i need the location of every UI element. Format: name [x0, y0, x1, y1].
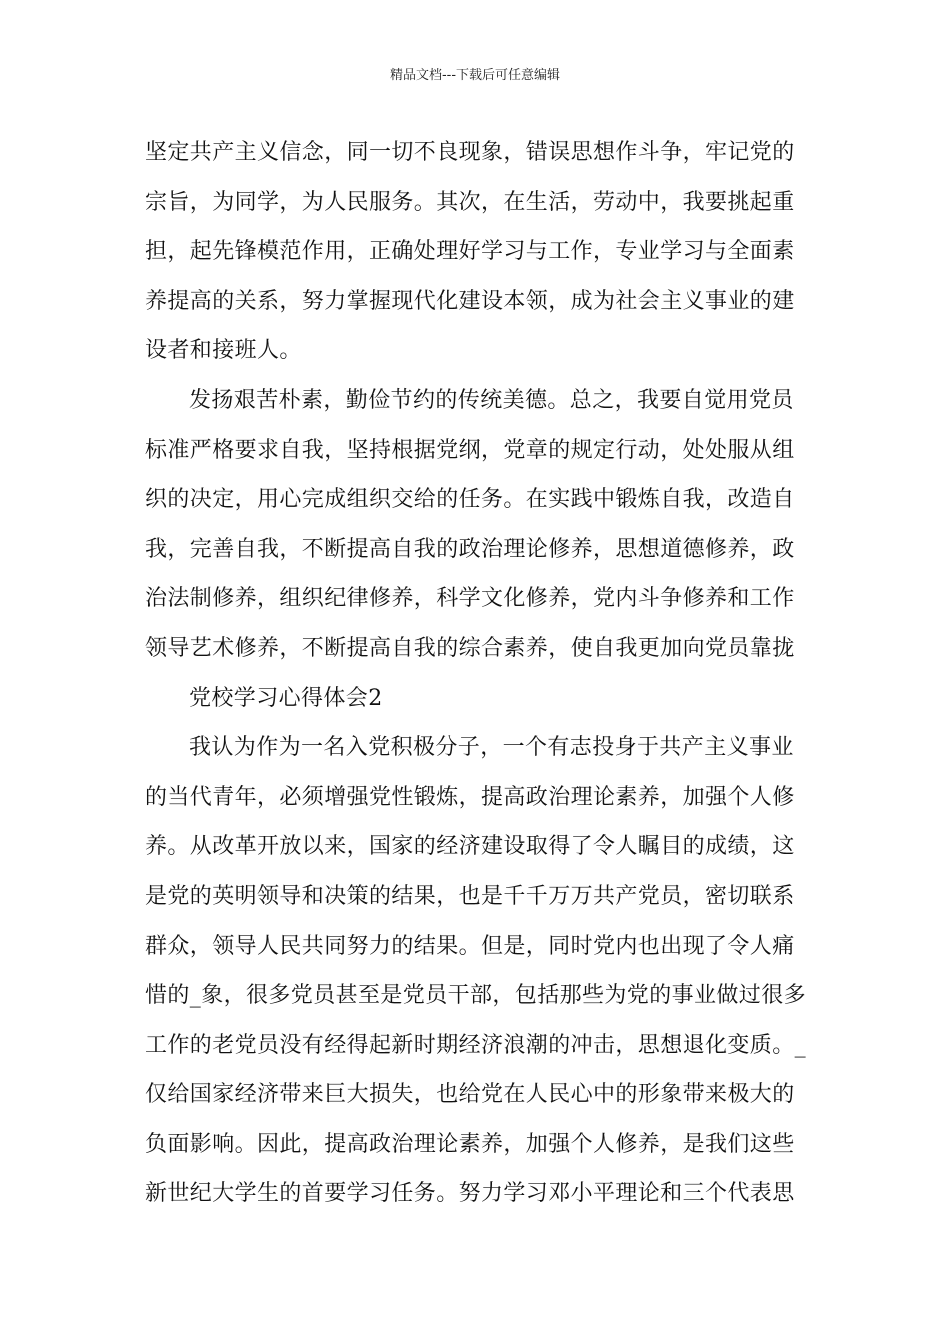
text-line: 群众，领导人民共同努力的结果。但是，同时党内也出现了令人痛	[145, 933, 795, 959]
text-line: 工作的老党员没有经得起新时期经济浪潮的冲击，思想退化变质。_	[145, 1032, 807, 1058]
section-title: 党校学习心得体会2	[189, 685, 383, 711]
text-line: 担，起先锋模范作用，正确处理好学习与工作，专业学习与全面素	[145, 239, 795, 265]
text-line: 标准严格要求自我，坚持根据党纲，党章的规定行动，处处服从组	[145, 437, 795, 463]
text-line: 惜的_象，很多党员甚至是党员干部，包括那些为党的事业做过很多	[145, 983, 807, 1009]
document-body	[145, 128, 810, 1219]
text-line: 织的决定，用心完成组织交给的任务。在实践中锻炼自我，改造自	[145, 487, 795, 513]
text-line: 宗旨，为同学，为人民服务。其次，在生活，劳动中，我要挑起重	[145, 189, 795, 215]
text-line: 负面影响。因此，提高政治理论素养，加强个人修养，是我们这些	[145, 1131, 795, 1157]
text-line: 坚定共产主义信念，同一切不良现象，错误思想作斗争，牢记党的	[145, 140, 795, 165]
text-line: 养提高的关系，努力掌握现代化建设本领，成为社会主义事业的建	[145, 288, 795, 314]
text-line: 治法制修养，组织纪律修养，科学文化修养，党内斗争修养和工作	[145, 586, 795, 612]
paragraph-3	[145, 723, 810, 1219]
text-line: 新世纪大学生的首要学习任务。努力学习邓小平理论和三个代表思	[145, 1181, 795, 1207]
text-line: 发扬艰苦朴素，勤俭节约的传统美德。总之，我要自觉用党员	[189, 387, 794, 413]
text-line: 设者和接班人。	[145, 338, 302, 364]
text-line: 是党的英明领导和决策的结果，也是千千万万共产党员，密切联系	[145, 883, 795, 909]
paragraph-2	[145, 376, 810, 674]
text-line: 仅给国家经济带来巨大损失，也给党在人民心中的形象带来极大的	[145, 1082, 795, 1108]
paragraph-1	[145, 128, 810, 376]
section-heading	[145, 674, 810, 724]
text-line: 养。从改革开放以来，国家的经济建设取得了令人瞩目的成绩，这	[145, 834, 795, 860]
text-line: 的当代青年，必须增强党性锻炼，提高政治理论素养，加强个人修	[145, 784, 795, 810]
text-line: 我认为作为一名入党积极分子，一个有志投身于共产主义事业	[189, 735, 794, 761]
text-line: 领导艺术修养，不断提高自我的综合素养，使自我更加向党员靠拢	[145, 635, 795, 661]
text-line: 我，完善自我，不断提高自我的政治理论修养，思想道德修养，政	[145, 536, 795, 562]
page-header: 精品文档---下载后可任意编辑	[389, 68, 561, 83]
